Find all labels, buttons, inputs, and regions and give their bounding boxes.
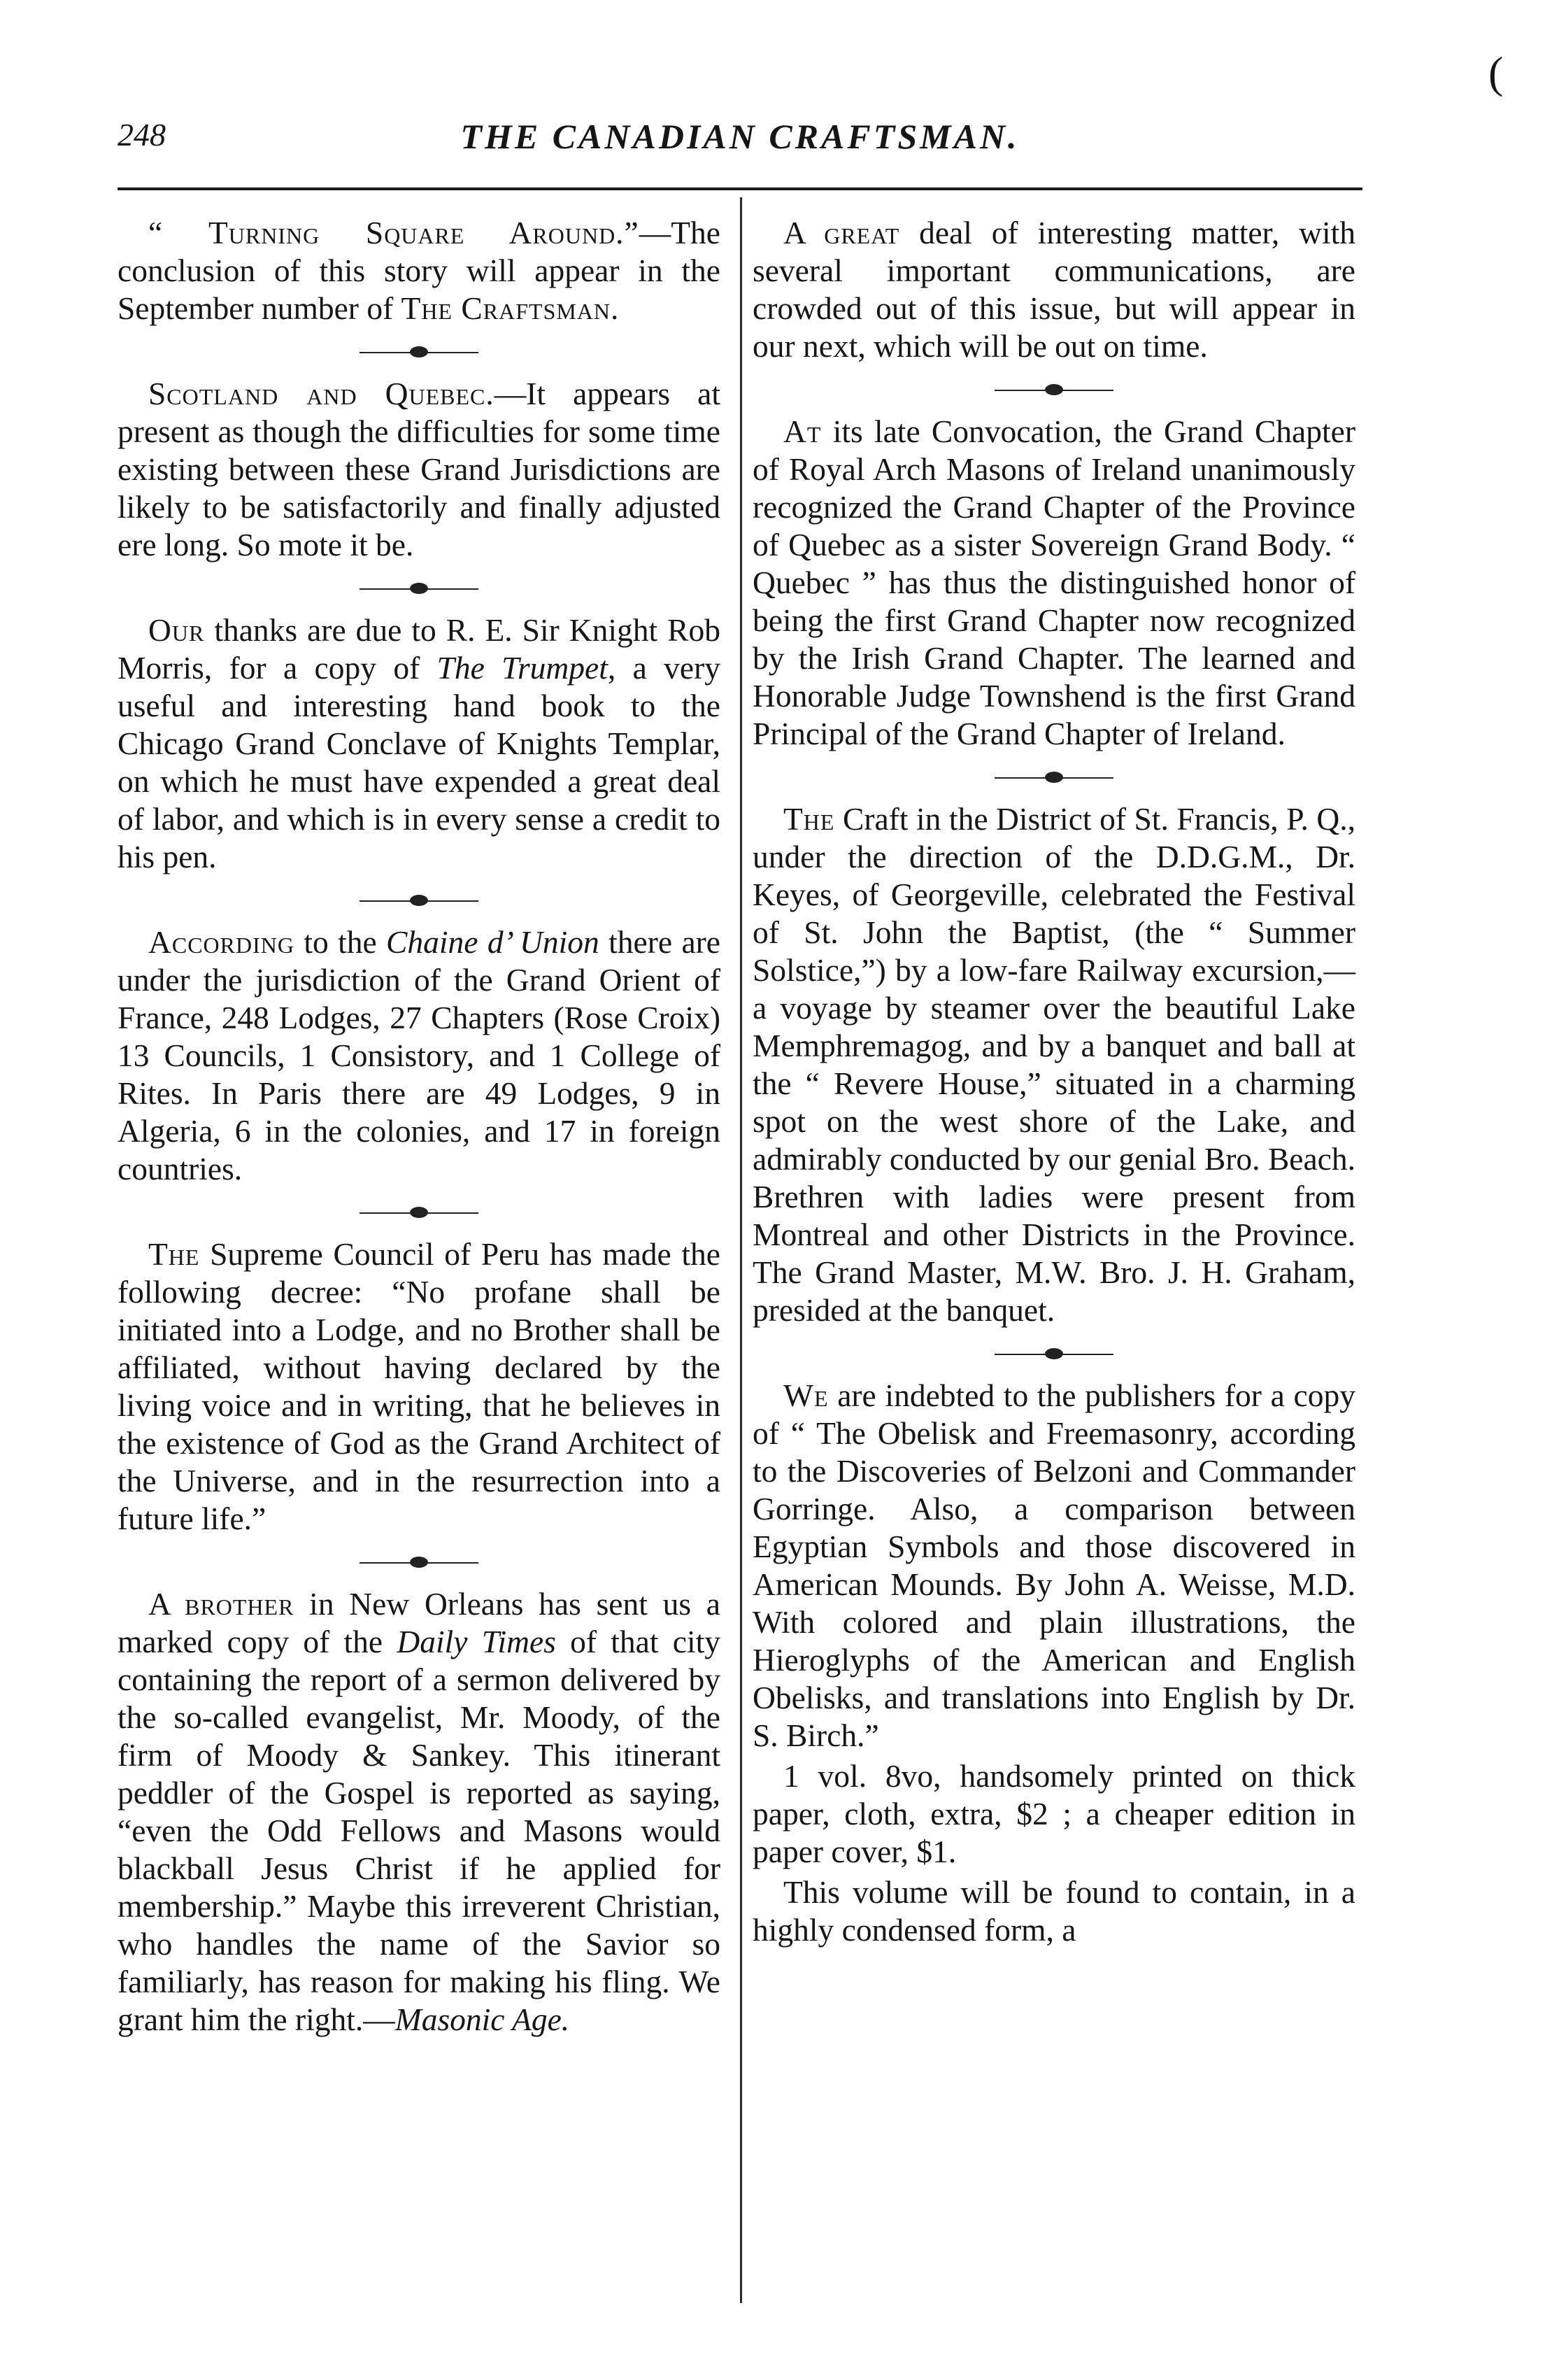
article-royal-arch-ireland xyxy=(753,413,1355,753)
source-citation: Masonic Age. xyxy=(394,2002,570,2037)
magazine-name: The Craftsman xyxy=(401,290,611,326)
column-divider xyxy=(740,197,742,2303)
left-column xyxy=(118,214,720,2039)
article-body: there are under the jurisdiction of the Grand Orient of France, 248 Lodges, 27 Chapters (Rose Croix) 13 Councils, 1 Consistory, and 1 College of Rites. In Paris there are 49 Lodges, 9 in Algeria, 6 in the colonies, and 17 in foreign countries. xyxy=(118,924,721,1187)
page-header xyxy=(118,116,1362,172)
publication-title: Chaine d’ Union xyxy=(386,924,599,960)
publication-title: The Trumpet xyxy=(436,650,608,686)
article-body: Supreme Council of Peru has made the following decree: “No profane shall be initiated into a Lodge, and no Brother shall be affiliated, without having declared by the living voice and in writing, that he believes in the existence of God as the Grand Architect of the Universe, and in the resurrection into a future life.” xyxy=(118,1236,720,1536)
article-body: are indebted to the publishers for a copy of “ The Obelisk and Freemasonry, according to the Discoveries of Belzoni and Commander Gorringe. Also, a comparison between Egyptian Symbols and those discovered in American Mounds. By John A. Weisse, M.D. With colored and plain illustrations, the Hieroglyphs of the American and English Obelisks, and translations into English by Dr. S. Birch.” xyxy=(753,1377,1355,1753)
running-title: THE CANADIAN CRAFTSMAN. xyxy=(460,117,1020,156)
article-body: , a very useful and interesting hand book to the Chicago Grand Conclave of Knights Templar, on which he must have expended a great deal of labor, and which is in every sense a credit to his pen. xyxy=(118,650,720,874)
article-lead: “ Turning Square Around.” xyxy=(148,215,639,250)
section-ornament xyxy=(118,881,720,916)
section-ornament xyxy=(118,333,720,368)
article-supreme-council-peru xyxy=(118,1235,720,1538)
article-new-orleans-brother xyxy=(118,1585,720,2039)
article-the-trumpet xyxy=(118,611,720,876)
section-ornament xyxy=(118,569,720,604)
article-lead: Scotland and Quebec. xyxy=(148,376,494,411)
article-volume-description: This volume will be found to contain, in a highly condensed form, a xyxy=(753,1874,1355,1948)
article-body: —It appears at present as though the difficulties for some time existing between these Grand Jurisdictions are likely to be satisfactorily and finally adjusted ere long. So mote it be. xyxy=(118,376,720,562)
publication-title: Daily Times xyxy=(397,1624,556,1659)
article-body: to the xyxy=(294,924,387,960)
article-scotland-and-quebec xyxy=(118,375,720,564)
article-lead: brother xyxy=(185,1586,294,1622)
article-lead: According xyxy=(148,924,294,960)
article-body: —The conclusion of this story will appear in the September number of xyxy=(118,215,720,326)
right-column xyxy=(753,214,1355,1949)
article-body: Craft in the District of St. Francis, P. Q., under the direction of the D.D.G.M., Dr. Keyes, of Georgeville, celebrated the Festival of St. John the Baptist, (the “ Summer Solstice,”) by a low-fare Railway excursion,—a voyage by steamer over the beautiful Lake Memphremagog, and by a banquet and ball at the “ Revere House,” situated in a charming spot on the west shore of the Lake, and admirably conducted by our genial Bro. Beach. Brethren with ladies were present from Montreal and other Districts in the Province. The Grand Master, M.W. Bro. J. H. Graham, presided at the banquet. xyxy=(753,801,1355,1328)
article-book-details: 1 vol. 8vo, handsomely printed on thick paper, cloth, extra, $2 ; a cheaper edition in paper cover, $1. xyxy=(753,1758,1355,1869)
section-ornament xyxy=(118,1193,720,1228)
article-body: of that city containing the report of a sermon delivered by the so-called evangelist, Mr. Moody, of the firm of Moody & Sankey. This itinerant peddler of the Gospel is reported as saying, “even the Odd Fellows and Masons would blackball Jesus Christ if he applied for membership.” Maybe this irreverent Christian, who handles the name of the Savior so familiarly, has reason for making his fling. We grant him the right.— xyxy=(118,1624,720,2037)
article-body: in New Orleans has sent us a marked copy of the xyxy=(118,1586,720,1659)
page-number: 248 xyxy=(118,117,166,153)
article-lead: We xyxy=(783,1377,829,1413)
margin-mark: ( xyxy=(1488,48,1504,97)
article-body: its late Convocation, the Grand Chapter of Royal Arch Masons of Ireland unanimously recognized the Grand Chapter of the Province of Quebec as a sister Sovereign Grand Body. “ Quebec ” has thus the distinguished honor of being the first Grand Chapter now recognized by the Irish Grand Chapter. The learned and Honorable Judge Townshend is the first Grand Principal of the Grand Chapter of Ireland. xyxy=(753,413,1355,751)
header-rule xyxy=(118,187,1362,190)
article-lead: great xyxy=(824,215,900,250)
article-lead: A xyxy=(783,215,825,250)
article-lead: At xyxy=(783,413,822,449)
section-ornament xyxy=(753,1335,1355,1370)
article-lead: Our xyxy=(148,612,205,648)
article-lead: A xyxy=(148,1586,185,1622)
section-ornament xyxy=(753,758,1355,793)
article-end: . xyxy=(611,290,619,326)
article-body: deal of interesting matter, with several important communications, are crowded out of this issue, but will appear in our next, which will be out on time. xyxy=(753,215,1355,364)
article-body: thanks are due to R. E. Sir Knight Rob Morris, for a copy of xyxy=(118,612,720,686)
article-lead: The xyxy=(148,1236,200,1272)
article-st-francis-district xyxy=(753,800,1355,1329)
section-ornament xyxy=(753,371,1355,406)
article-crowded-out xyxy=(753,214,1355,365)
article-turning-square-around xyxy=(118,214,720,327)
section-ornament xyxy=(118,1543,720,1578)
article-obelisk-freemasonry xyxy=(753,1377,1355,1755)
article-lead: The xyxy=(783,801,835,837)
article-grand-orient-of-france xyxy=(118,923,720,1188)
